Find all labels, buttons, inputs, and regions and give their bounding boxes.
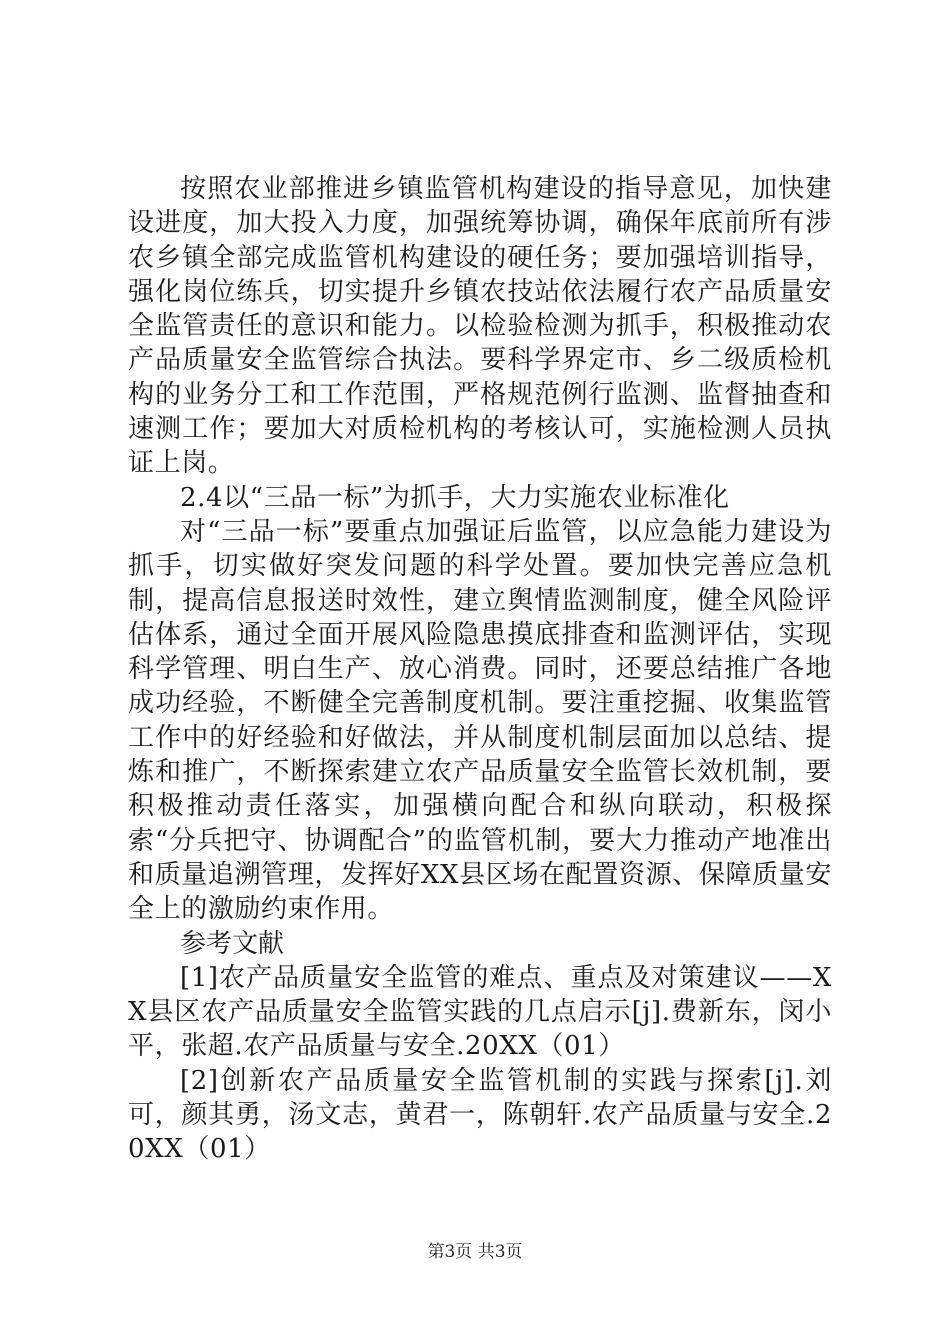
section-heading: 2.4以“三品一标”为抓手，大力实施农业标准化 [180, 482, 730, 513]
page-footer: 第3页 共3页 [427, 1242, 523, 1262]
reference-item-2: [2]创新农产品质量安全监管机制的实践与探索[j].刘可，颜其勇，汤文志，黄君一，陈朝轩.农产品质量与安全.20XX（01） [128, 1065, 832, 1165]
references-title: 参考文献 [180, 928, 285, 959]
reference-item-1: [1]农产品质量安全监管的难点、重点及对策建议——XX县区农产品质量安全监管实践的几点启示[j].费新东，闵小平，张超.农产品质量与安全.20XX（01） [128, 962, 832, 1062]
section-paragraph: 对“三品一标”要重点加强证后监管，以应急能力建设为抓手，切实做好突发问题的科学处置。要加快完善应急机制，提高信息报送时效性，建立舆情监测制度，健全风险评估体系，通过全面开展风险隐患摸底排查和监测评估，实现科学管理、明白生产、放心消费。同时，还要总结推广各地成功经验，不断健全完善制度机制。要注重挖掘、收集监管工作中的好经验和好做法，并从制度机制层面加以总结、提炼和推广，不断探索建立农产品质量安全监管长效机制，要积极推动责任落实，加强横向配合和纵向联动，积极探索“分兵把守、协调配合”的监管机制，要大力推动产地准出和质量追溯管理，发挥好XX县区场在配置资源、保障质量安全上的激励约束作用。 [128, 516, 832, 925]
body-paragraph: 按照农业部推进乡镇监管机构建设的指导意见，加快建设进度，加大投入力度，加强统筹协调，确保年底前所有涉农乡镇全部完成监管机构建设的硬任务；要加强培训指导，强化岗位练兵，切实提升乡镇农技站依法履行农产品质量安全监管责任的意识和能力。以检验检测为抓手，积极推动农产品质量安全监管综合执法。要科学界定市、乡二级质检机构的业务分工和工作范围，严格规范例行监测、监督抽查和速测工作；要加大对质检机构的考核认可，实施检测人员执证上岗。 [128, 174, 832, 479]
document-body [128, 172, 832, 1167]
